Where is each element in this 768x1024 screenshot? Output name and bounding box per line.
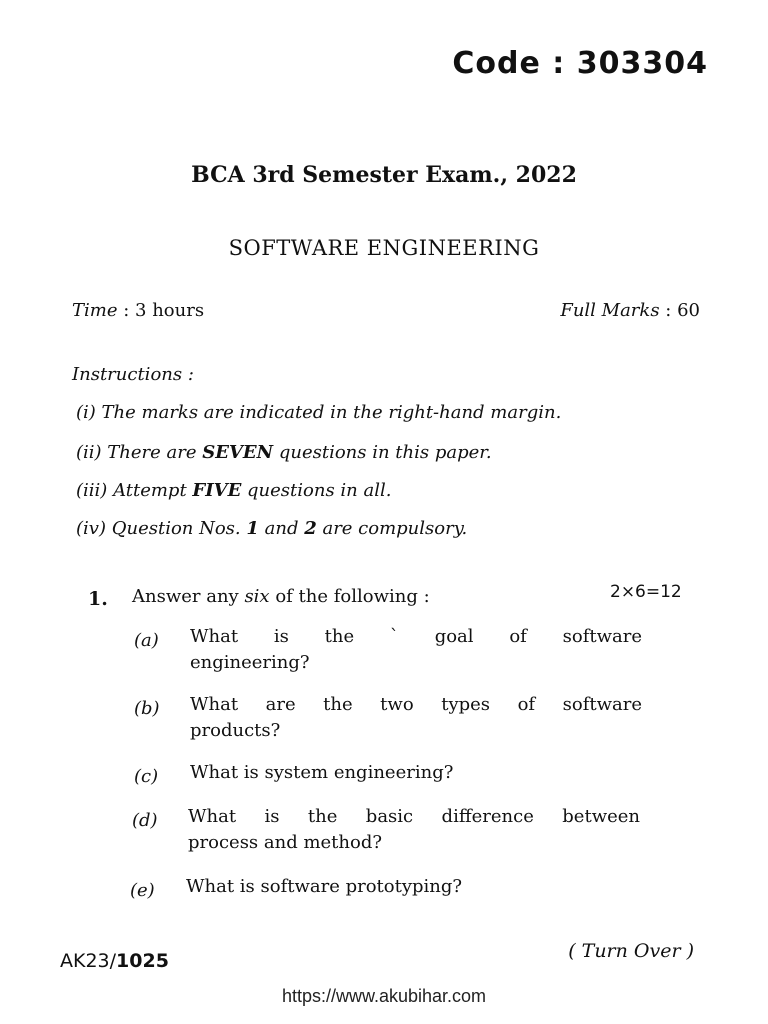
- subquestion-label: (c): [134, 766, 159, 787]
- exam-title: BCA 3rd Semester Exam., 2022: [191, 162, 577, 188]
- question-number: 1.: [88, 588, 108, 610]
- instruction-text: and: [258, 518, 305, 539]
- instruction-emphasis: SEVEN: [202, 442, 274, 463]
- turn-over-note: ( Turn Over ): [568, 940, 694, 962]
- code-value: 303304: [576, 46, 708, 81]
- instruction-text: are compulsory.: [316, 518, 468, 539]
- instruction-emphasis: FIVE: [192, 480, 242, 501]
- question-emphasis: six: [244, 586, 270, 607]
- code-label: Code: [452, 46, 541, 81]
- instruction-number: (ii): [76, 442, 102, 463]
- time-value: 3 hours: [135, 300, 205, 321]
- instruction-text: The marks are indicated in the right-hand margin.: [101, 402, 562, 423]
- subject-title: SOFTWARE ENGINEERING: [228, 236, 540, 260]
- time-label: Time: [72, 300, 118, 321]
- marks-value: 60: [677, 300, 700, 321]
- instruction-emphasis: 2: [304, 518, 317, 539]
- instruction-number: (i): [76, 402, 96, 423]
- instruction-number: (iii): [76, 480, 108, 501]
- instruction-item: [76, 480, 391, 501]
- marks-label: Full Marks: [560, 300, 660, 321]
- subquestion-label: (b): [134, 698, 160, 719]
- subquestion-label: (a): [134, 630, 159, 651]
- instruction-text: There are: [107, 442, 203, 463]
- instruction-text: questions in all.: [241, 480, 392, 501]
- footer-code: AK23/1025: [60, 950, 169, 972]
- subquestion-text: What is the ` goal of software engineering?: [190, 626, 642, 673]
- subquestion-text: What is the basic difference between process and method?: [188, 806, 640, 853]
- code-separator: :: [552, 46, 566, 81]
- instruction-number: (iv): [76, 518, 106, 539]
- instruction-item: [76, 518, 467, 539]
- instruction-item: [76, 442, 492, 463]
- instruction-item: [76, 402, 561, 423]
- instruction-text: Attempt: [113, 480, 193, 501]
- subquestion-text: What is system engineering?: [190, 762, 454, 783]
- question-text: Answer any six of the following :: [132, 586, 430, 607]
- instruction-emphasis: 1: [246, 518, 259, 539]
- instruction-text: Question Nos.: [111, 518, 247, 539]
- instruction-text: questions in this paper.: [273, 442, 492, 463]
- question-marks: 2×6=12: [610, 582, 682, 602]
- subquestion-text: What are the two types of software products?: [190, 694, 642, 741]
- full-marks-info: Full Marks : 60: [560, 300, 700, 321]
- instructions-heading: Instructions :: [72, 364, 194, 385]
- subquestion-text: What is software prototyping?: [186, 876, 463, 897]
- paper-code: [452, 46, 708, 81]
- source-url-link[interactable]: https://www.akubihar.com: [281, 986, 487, 1006]
- subquestion-label: (e): [130, 880, 155, 901]
- time-info: Time : 3 hours: [72, 300, 205, 321]
- subquestion-label: (d): [132, 810, 158, 831]
